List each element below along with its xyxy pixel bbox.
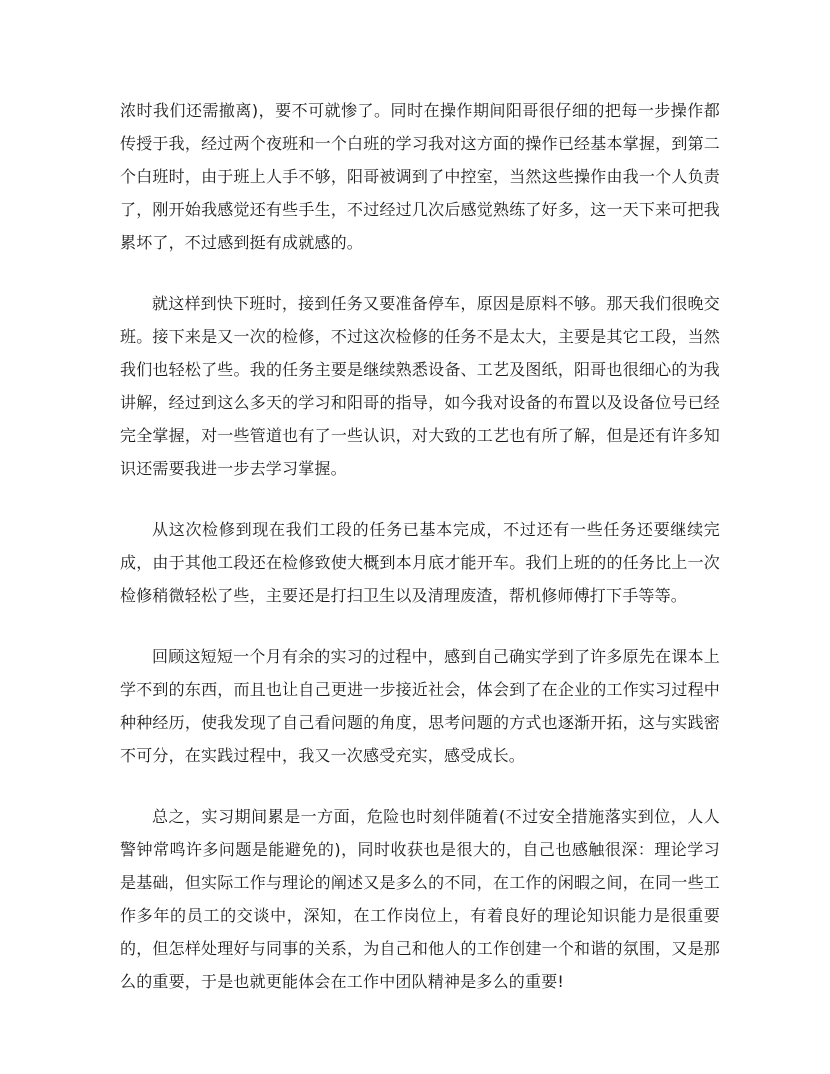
paragraph-1: 浓时我们还需撤离)，要不可就惨了。同时在操作期间阳哥很仔细的把每一步操作都传授于我，经过两个夜班和一个白班的学习我对这方面的操作已经基本掌握，到第二个白班时，由于班上人手不够，阳哥被调到了中控室，当然这些操作由我一个人负责了，刚开始我感觉还有些手生，不过经过几次后感觉熟练了好多，这一天下来可把我累坏了，不过感到挺有成就感的。: [120, 101, 720, 252]
paragraph-2: 就这样到快下班时，接到任务又要准备停车，原因是原料不够。那天我们很晚交班。接下来是又一次的检修，不过这次检修的任务不是太大，主要是其它工段，当然我们也轻松了些。我的任务主要是继续熟悉设备、工艺及图纸，阳哥也很细心的为我讲解，经过到这么多天的学习和阳哥的指导，如今我对设备的布置以及设备位号已经完全掌握，对一些管道也有了一些认识，对大致的工艺也有所了解，但是还有许多知识还需要我进一步去学习掌握。: [120, 294, 720, 478]
paragraph-4: 回顾这短短一个月有余的实习的过程中，感到自己确实学到了许多原先在课本上学不到的东西，而且也让自己更进一步接近社会，体会到了在企业的工作实习过程中种种经历，使我发现了自己看问题的角度，思考问题的方式也逐渐开拓，这与实践密不可分，在实践过程中，我又一次感受充实，感受成长。: [120, 647, 720, 765]
document-body: [120, 94, 720, 1026]
paragraph-5: 总之，实习期间累是一方面，危险也时刻伴随着(不过安全措施落实到位，人人警钟常鸣许多问题是能避免的)，同时收获也是很大的，自己也感触很深：理论学习是基础，但实际工作与理论的阐述又是多么的不同，在工作的闲暇之间，在同一些工作多年的员工的交谈中，深知，在工作岗位上，有着良好的理论知识能力是很重要的，但怎样处理好与同事的关系，为自己和他人的工作创建一个和谐的氛围，又是那么的重要，于是也就更能体会在工作中团队精神是多么的重要!: [120, 807, 720, 991]
paragraph-3: 从这次检修到现在我们工段的任务已基本完成，不过还有一些任务还要继续完成，由于其他工段还在检修致使大概到本月底才能开车。我们上班的的任务比上一次检修稍微轻松了些，主要还是打扫卫生以及清理废渣，帮机修师傅打下手等等。: [120, 520, 720, 605]
